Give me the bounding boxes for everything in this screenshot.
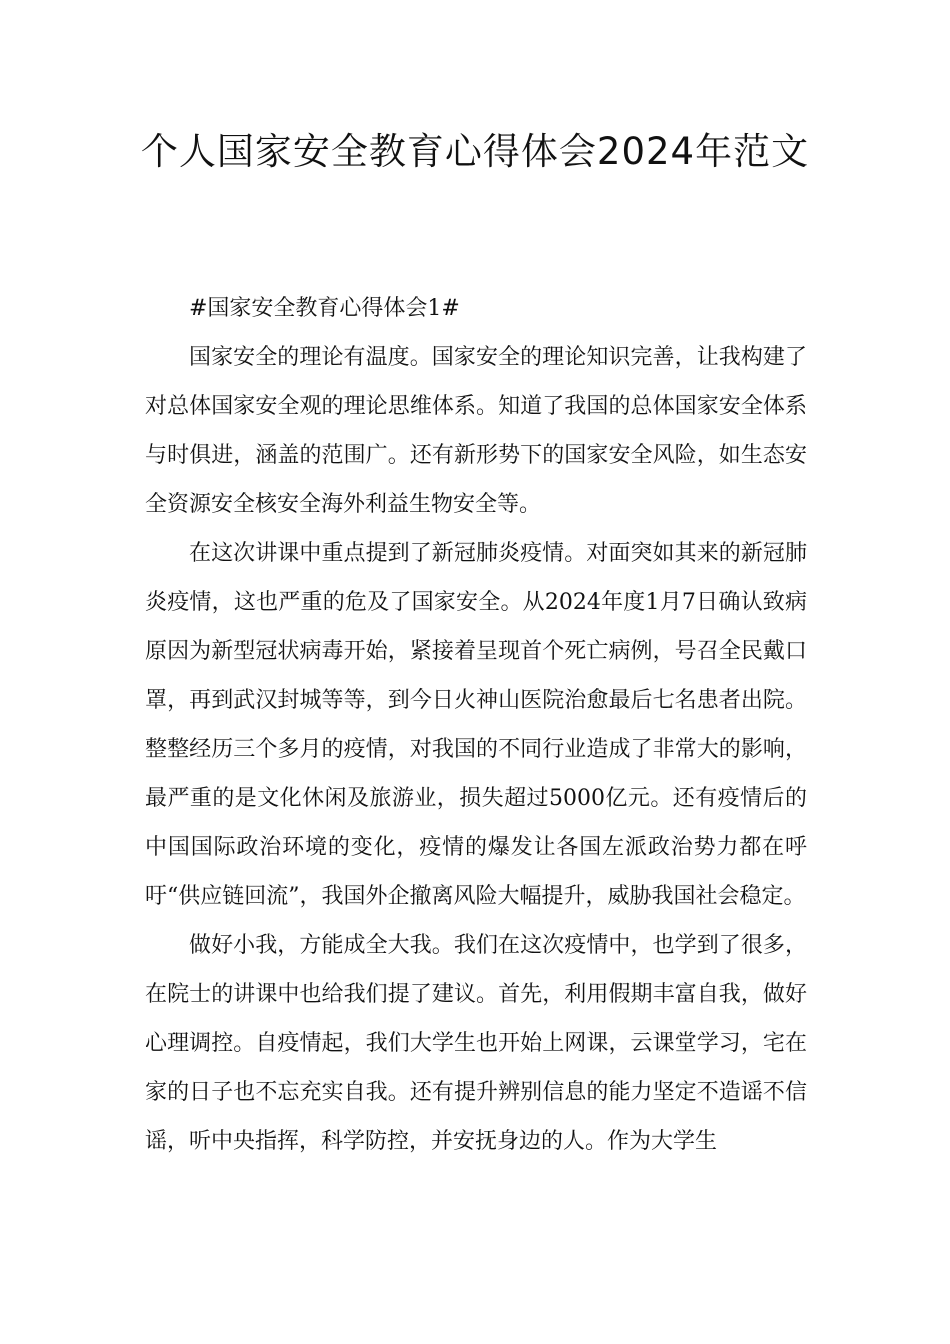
section-heading: #国家安全教育心得体会1# bbox=[189, 296, 460, 321]
document-body bbox=[145, 284, 807, 1166]
paragraph: 做好小我，方能成全大我。我们在这次疫情中，也学到了很多，在院士的讲课中也给我们提了建议。首先，利用假期丰富自我，做好心理调控。自疫情起，我们大学生也开始上网课，云课堂学习，宅在家的日子也不忘充实自我。还有提升辨别信息的能力坚定不造谣不信谣，听中央指挥，科学防控，并安抚身边的人。作为大学生 bbox=[145, 933, 807, 1154]
paragraph: 在这次讲课中重点提到了新冠肺炎疫情。对面突如其来的新冠肺炎疫情，这也严重的危及了国家安全。从2024年度1月7日确认致病原因为新型冠状病毒开始，紧接着呈现首个死亡病例，号召全民戴口罩，再到武汉封城等等，到今日火神山医院治愈最后七名患者出院。整整经历三个多月的疫情，对我国的不同行业造成了非常大的影响，最严重的是文化休闲及旅游业，损失超过5000亿元。还有疫情后的中国国际政治环境的变化，疫情的爆发让各国左派政治势力都在呼吁“供应链回流”，我国外企撤离风险大幅提升，威胁我国社会稳定。 bbox=[145, 541, 807, 909]
paragraph: 国家安全的理论有温度。国家安全的理论知识完善，让我构建了对总体国家安全观的理论思维体系。知道了我国的总体国家安全体系与时俱进，涵盖的范围广。还有新形势下的国家安全风险，如生态安全资源安全核安全海外利益生物安全等。 bbox=[145, 345, 807, 517]
document-title: 个人国家安全教育心得体会2024年范文 bbox=[140, 130, 810, 173]
